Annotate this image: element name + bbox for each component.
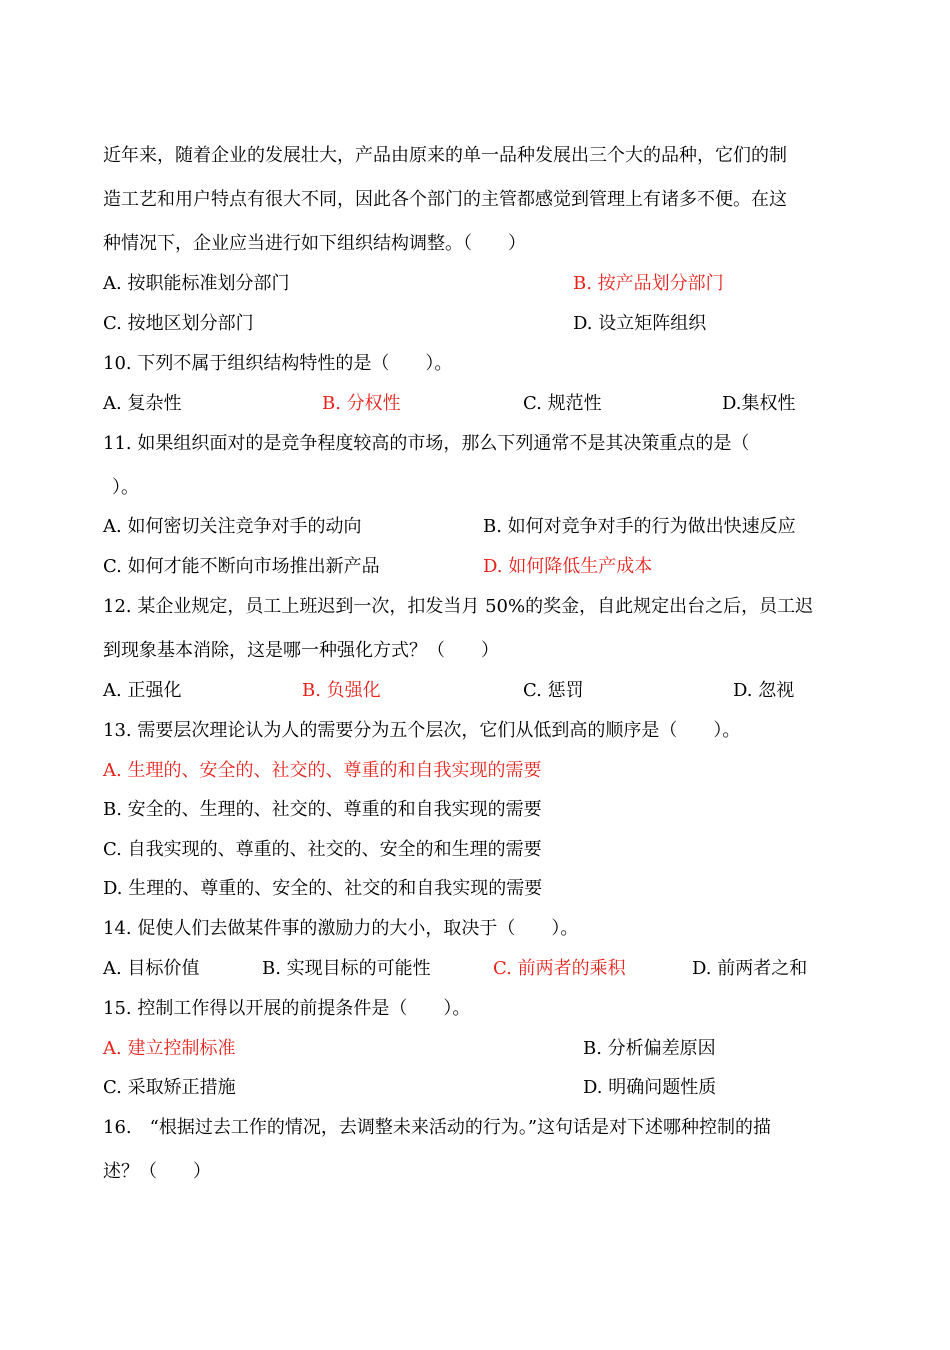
q10-option-b-answer: B. 分权性 [322, 393, 401, 414]
q14-option-a: A. 目标价值 [103, 958, 200, 979]
q13-option-a-answer: A. 生理的、安全的、社交的、尊重的和自我实现的需要 [103, 760, 542, 781]
q11-option-c: C. 如何才能不断向市场推出新产品 [103, 556, 380, 577]
q9-option-a: A. 按职能标准划分部门 [103, 273, 290, 294]
q16-stem-line-2: 述？（ ） [103, 1161, 211, 1182]
q14-option-d: D. 前两者之和 [692, 958, 808, 979]
q12-option-a: A. 正强化 [103, 680, 182, 701]
q11-option-d-answer: D. 如何降低生产成本 [483, 556, 653, 577]
q13-option-d: D. 生理的、尊重的、安全的、社交的和自我实现的需要 [103, 878, 543, 899]
q10-option-c: C. 规范性 [523, 393, 602, 414]
q15-option-c: C. 采取矫正措施 [103, 1077, 236, 1098]
q11-stem-line-2: ）。 [112, 477, 139, 498]
q14-stem: 14. 促使人们去做某件事的激励力的大小，取决于（ ）。 [103, 918, 579, 939]
q9-option-d: D. 设立矩阵组织 [573, 313, 707, 334]
q15-option-a-answer: A. 建立控制标准 [103, 1038, 236, 1059]
q9-stem-line-2: 造工艺和用户特点有很大不同，因此各个部门的主管都感觉到管理上有诸多不便。在这 [103, 189, 787, 210]
q12-option-b-answer: B. 负强化 [302, 680, 381, 701]
q9-stem-line-3: 种情况下，企业应当进行如下组织结构调整。（ ） [103, 233, 526, 254]
q12-stem-line-1: 12. 某企业规定，员工上班迟到一次，扣发当月 50%的奖金，自此规定出台之后，员工迟 [103, 596, 814, 617]
q10-option-a: A. 复杂性 [103, 393, 182, 414]
q15-option-d: D. 明确问题性质 [583, 1077, 717, 1098]
q14-option-c-answer: C. 前两者的乘积 [493, 958, 626, 979]
q12-stem-line-2: 到现象基本消除，这是哪一种强化方式？（ ） [103, 640, 499, 661]
q15-option-b: B. 分析偏差原因 [583, 1038, 716, 1059]
q13-option-b: B. 安全的、生理的、社交的、尊重的和自我实现的需要 [103, 799, 542, 820]
q9-option-b-answer: B. 按产品划分部门 [573, 273, 724, 294]
q10-option-d: D.集权性 [722, 393, 796, 414]
q13-stem: 13. 需要层次理论认为人的需要分为五个层次，它们从低到高的顺序是（ ）。 [103, 720, 741, 741]
q11-option-a: A. 如何密切关注竞争对手的动向 [103, 516, 362, 537]
q9-option-c: C. 按地区划分部门 [103, 313, 254, 334]
q13-option-c: C. 自我实现的、尊重的、社交的、安全的和生理的需要 [103, 839, 542, 860]
q9-stem-line-1: 近年来，随着企业的发展壮大，产品由原来的单一品种发展出三个大的品种，它们的制 [103, 145, 787, 166]
q12-option-c: C. 惩罚 [523, 680, 584, 701]
q11-option-b: B. 如何对竞争对手的行为做出快速反应 [483, 516, 796, 537]
q14-option-b: B. 实现目标的可能性 [262, 958, 431, 979]
q15-stem: 15. 控制工作得以开展的前提条件是（ ）。 [103, 998, 471, 1019]
q16-stem-line-1: 16. “根据过去工作的情况，去调整未来活动的行为。”这句话是对下述哪种控制的描 [103, 1117, 772, 1138]
q10-stem: 10. 下列不属于组织结构特性的是（ ）。 [103, 353, 453, 374]
q12-option-d: D. 忽视 [733, 680, 795, 701]
q11-stem-line-1: 11. 如果组织面对的是竞争程度较高的市场，那么下列通常不是其决策重点的是（ [103, 433, 750, 454]
